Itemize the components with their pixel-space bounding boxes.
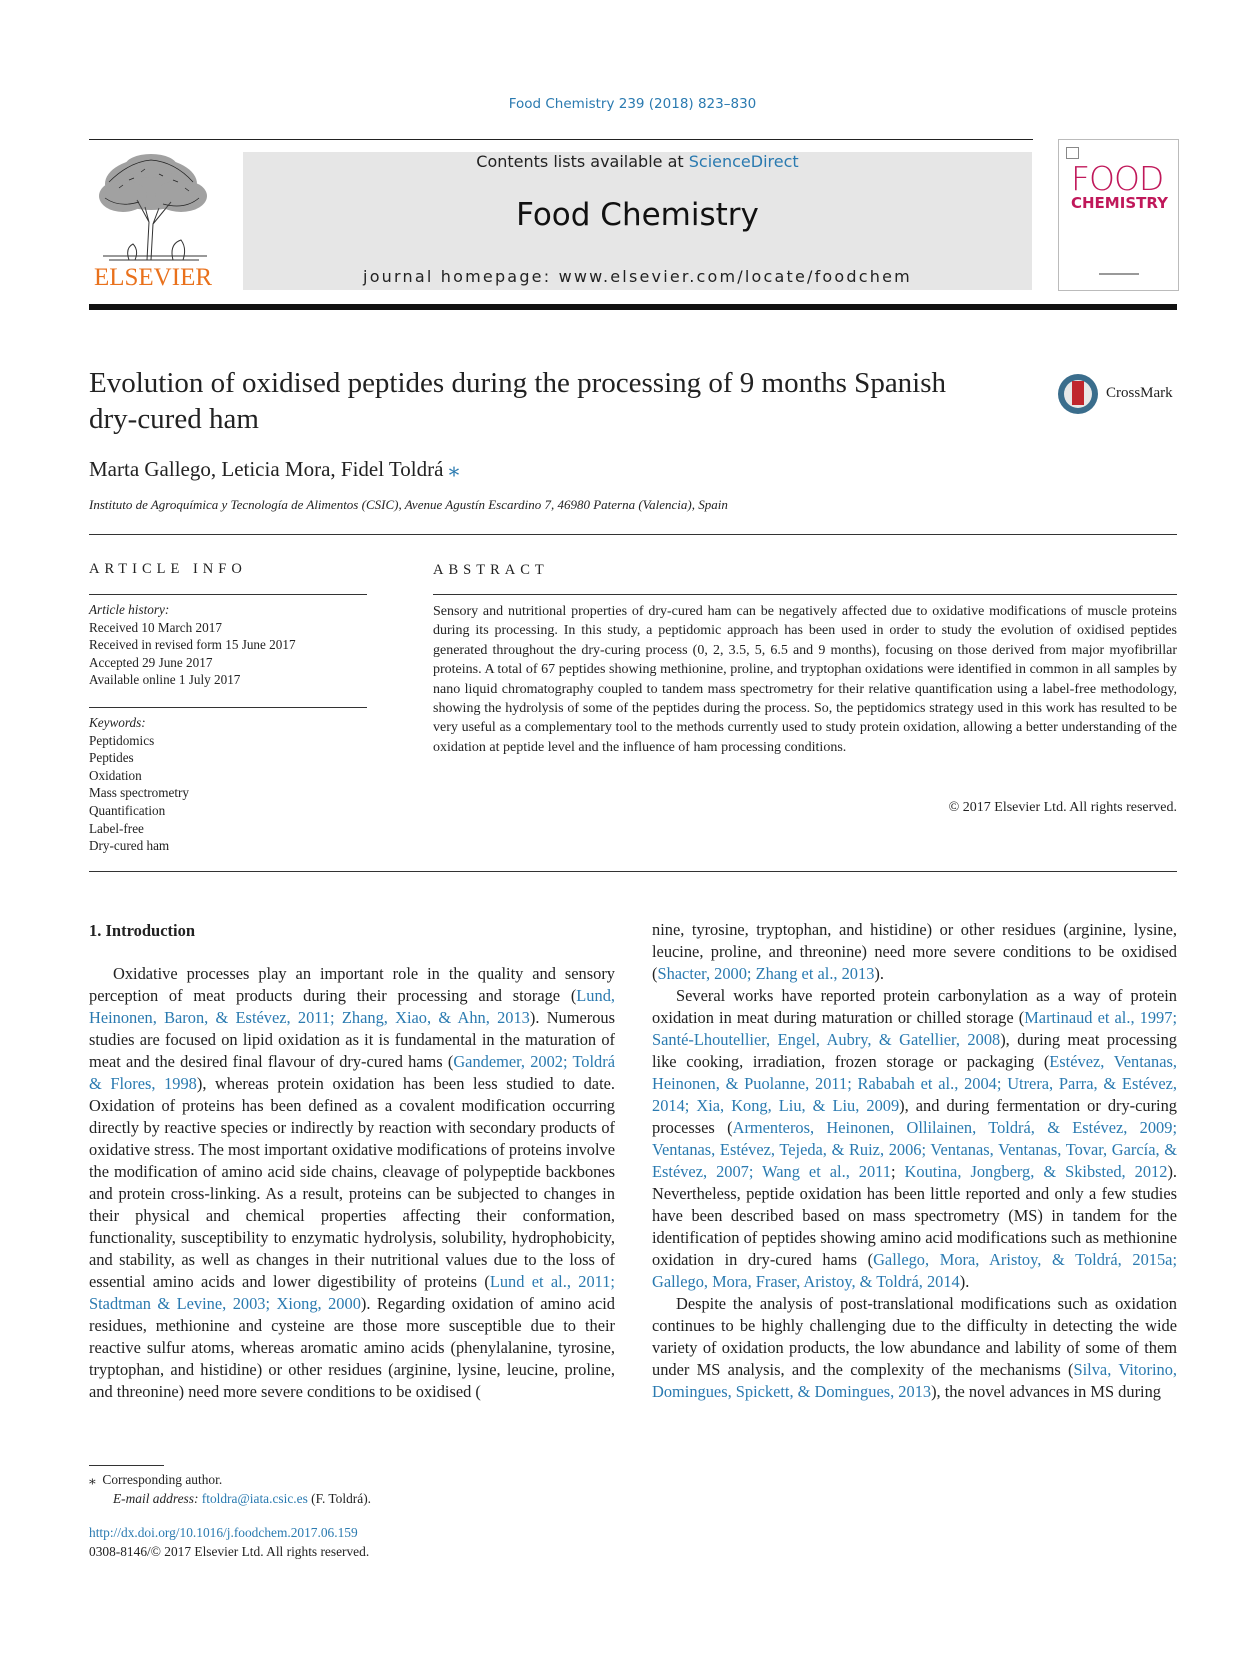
keywords-label: Keywords:: [89, 715, 146, 730]
cover-caption-line: [1099, 273, 1139, 275]
citation-link[interactable]: Armenteros, Heinonen, Ollilainen, Toldrá, & Estévez, 2009; Ventanas, Estévez, Tejeda, & Ruiz, 2006; Ventanas, Ventanas, Tovar, García, & Estévez, 2007; Wang et al., 2011: [652, 1118, 1178, 1181]
tree-icon: [89, 152, 217, 264]
journal-reference[interactable]: Food Chemistry 239 (2018) 823–830: [508, 96, 757, 112]
history-item: Available online 1 July 2017: [89, 672, 241, 688]
article-history: [89, 601, 367, 689]
paragraph: nine, tyrosine, tryptophan, and histidine) or other residues (arginine, lysine, leucine, proline, and threonine) need more severe conditions to be oxidised (Shacter, 2000; Zhang et al., 2013).: [652, 920, 1177, 983]
journal-cover[interactable]: [1058, 139, 1179, 291]
email-link[interactable]: ftoldra@iata.csic.es: [201, 1490, 308, 1506]
citation-link[interactable]: Lund et al., 2011; Stadtman & Levine, 2003; Xiong, 2000: [89, 1272, 615, 1313]
citation-link[interactable]: Martinaud et al., 1997; Santé-Lhoutellier, Engel, Aubry, & Gatellier, 2008: [652, 1008, 1178, 1049]
elsevier-logo[interactable]: [89, 152, 217, 292]
history-item: Received 10 March 2017: [89, 619, 222, 635]
cover-logo-icon: [1066, 147, 1079, 159]
email-note: E-mail address: ftoldra@iata.csic.es (F. Toldrá).: [113, 1490, 371, 1506]
citation-link[interactable]: Gandemer, 2002; Toldrá & Flores, 1998: [89, 1052, 615, 1093]
cover-title-chemistry: CHEMISTRY: [1071, 194, 1168, 212]
citation-link[interactable]: Lund, Heinonen, Baron, & Estévez, 2011; Zhang, Xiao, & Ahn, 2013: [89, 986, 615, 1027]
crossmark-badge[interactable]: [1058, 374, 1188, 416]
body-column-right: [652, 919, 1177, 1403]
article-title: Evolution of oxidised peptides during the processing of 9 months Spanish dry-cured ham: [89, 367, 947, 435]
divider: [89, 707, 367, 708]
divider: [89, 871, 1177, 872]
history-label: Article history:: [89, 602, 170, 617]
keyword: Peptides: [89, 750, 134, 766]
corresponding-author-note: ⁎ Corresponding author.: [89, 1472, 223, 1487]
publisher-name: ELSEVIER: [93, 264, 213, 291]
journal-banner: [243, 152, 1032, 290]
citation-link[interactable]: Gallego, Mora, Aristoy, & Toldrá, 2015a; Gallego, Mora, Fraser, Aristoy, & Toldrá, 2014: [652, 1250, 1177, 1291]
journal-name: Food Chemistry: [516, 197, 759, 233]
corresponding-author-mark[interactable]: ⁎: [448, 457, 460, 481]
cover-title-food: FOOD: [1071, 159, 1164, 198]
citation-link[interactable]: Koutina, Jongberg, & Skibsted, 2012: [904, 1162, 1168, 1181]
author-list: Marta Gallego, Leticia Mora, Fidel Toldrá ⁎: [89, 457, 460, 481]
keyword: Dry-cured ham: [89, 838, 170, 854]
citation-link[interactable]: Estévez, Ventanas, Heinonen, & Puolanne, 2011; Rababah et al., 2004; Utrera, Parra, & Estévez, 2014; Xia, Kong, Liu, & Liu, 2009: [652, 1052, 1177, 1115]
crossmark-label: CrossMark: [1106, 385, 1173, 401]
section-heading-introduction: 1. Introduction: [89, 921, 196, 940]
abstract-heading: ABSTRACT: [433, 562, 549, 578]
citation-link[interactable]: Shacter, 2000; Zhang et al., 2013: [657, 964, 875, 983]
sciencedirect-link[interactable]: ScienceDirect: [688, 152, 799, 171]
article-info-heading: ARTICLE INFO: [89, 561, 247, 577]
divider: [89, 534, 1177, 535]
keyword: Quantification: [89, 802, 166, 818]
issn-line: 0308-8146/© 2017 Elsevier Ltd. All rights reserved.: [89, 1543, 370, 1559]
crossmark-icon: [1058, 374, 1098, 414]
paragraph: Several works have reported protein carbonylation as a way of protein oxidation in meat during maturation or chilled storage (Martinaud et al., 1997; Santé-Lhoutellier, Engel, Aubry, & Gatellier, 2008), during meat processing like cooking, irradiation, frozen storage or packaging (Estévez, Ventanas, Heinonen, & Puolanne, 2011; Rababah et al., 2004; Utrera, Parra, & Estévez, 2014; Xia, Kong, Liu, & Liu, 2009), and during fermentation or dry-curing processes (Armenteros, Heinonen, Ollilainen, Toldrá, & Estévez, 2009; Ventanas, Estévez, Tejeda, & Ruiz, 2006; Ventanas, Ventanas, Tovar, García, & Estévez, 2007; Wang et al., 2011; Koutina, Jongberg, & Skibsted, 2012). Nevertheless, peptide oxidation has been little reported and only a few studies have been described based on mass spectrometry (MS) in tandem for the identification of peptides showing amino acid modifications such as methionine oxidation in dry-cured hams (Gallego, Mora, Aristoy, & Toldrá, 2015a; Gallego, Mora, Fraser, Aristoy, & Toldrá, 2014).: [652, 986, 1178, 1291]
doi-block: [89, 1524, 369, 1561]
paragraph: Oxidative processes play an important role in the quality and sensory perception of meat products during their processing and storage (Lund, Heinonen, Baron, & Estévez, 2011; Zhang, Xiao, & Ahn, 2013). Numerous studies are focused on lipid oxidation as it is fundamental in the maturation of meat and the desired final flavour of dry-cured hams (Gandemer, 2002; Toldrá & Flores, 1998), whereas protein oxidation has been less studied to date. Oxidation of proteins has been defined as a covalent modification occurring directly by reactive species or indirectly by reaction with secondary products of oxidative stress. The most important oxidative modifications of proteins involve the modification of amino acid side chains, cleavage of polypeptide backbones and protein cross-linking. As a result, proteins can be subjected to changes in their physical and chemical properties affecting their conformation, functionality, susceptibility to enzymatic hydrolysis, solubility, hydrophobicity, and stability, as well as changes in their nutritional values due to the loss of essential amino acids and lower digestibility of proteins (Lund et al., 2011; Stadtman & Levine, 2003; Xiong, 2000). Regarding oxidation of amino acid residues, methionine and cysteine are those more susceptible due to their reactive sulfur atoms, whereas aromatic amino acids (phenylalanine, tyrosine, tryptophan, and histidine) or other residues (arginine, lysine, leucine, proline, and threonine) need more severe conditions to be oxidised (: [89, 964, 615, 1401]
affiliation: Instituto de Agroquímica y Tecnología de Alimentos (CSIC), Avenue Agustín Escardino 7, 46980 Paterna (Valencia), Spain: [89, 497, 728, 512]
keyword: Mass spectrometry: [89, 785, 189, 801]
abstract-copyright: © 2017 Elsevier Ltd. All rights reserved.: [948, 800, 1177, 815]
divider: [89, 594, 367, 595]
header-thick-rule: [89, 304, 1177, 310]
citation-link[interactable]: Silva, Vitorino, Domingues, Spickett, & Domingues, 2013: [652, 1360, 1177, 1401]
contents-line: Contents lists available at ScienceDirect: [476, 152, 799, 171]
keyword: Peptidomics: [89, 732, 155, 748]
paragraph: Despite the analysis of post-translational modifications such as oxidation continues to be highly challenging due to the difficulty in detecting the wide variety of oxidation products, the low abundance and lability of some of them under MS analysis, and the complexity of the mechanisms (Silva, Vitorino, Domingues, Spickett, & Domingues, 2013), the novel advances in MS during: [652, 1294, 1177, 1401]
footnote-rule: [89, 1465, 164, 1466]
keyword: Label-free: [89, 820, 144, 836]
doi-link[interactable]: http://dx.doi.org/10.1016/j.foodchem.2017.06.159: [89, 1525, 358, 1540]
header-rule: [89, 139, 1033, 140]
abstract-text: Sensory and nutritional properties of dry-cured ham can be negatively affected due to oxidative modifications of muscle proteins during its processing. In this study, a peptidomic approach has been used in order to study the evolution of oxidised peptides generated throughout the dry-curing process (0, 2, 3.5, 5, 6.5 and 9 months), focusing on those derived from major myofibrillar proteins. A total of 67 peptides showing methionine, proline, and tryptophan oxidations were identified in common in all samples by nano liquid chromatography coupled to tandem mass spectrometry for their relative quantification using a label-free methodology, showing the hydrolysis of some of the peptides during the process. So, the peptidomics strategy used in this work has resulted to be very useful as a complementary tool to the methods currently used to study protein oxidation, allowing a better understanding of the oxidation at peptide level and the influence of ham processing conditions.: [433, 604, 1177, 755]
body-column-left: [89, 963, 615, 1403]
keyword: Oxidation: [89, 767, 142, 783]
footnote: [89, 1471, 589, 1508]
journal-homepage[interactable]: journal homepage: www.elsevier.com/locate/foodchem: [363, 267, 912, 286]
history-item: Accepted 29 June 2017: [89, 654, 213, 670]
history-item: Received in revised form 15 June 2017: [89, 637, 296, 653]
keywords-list: [89, 714, 367, 855]
divider: [433, 594, 1177, 595]
